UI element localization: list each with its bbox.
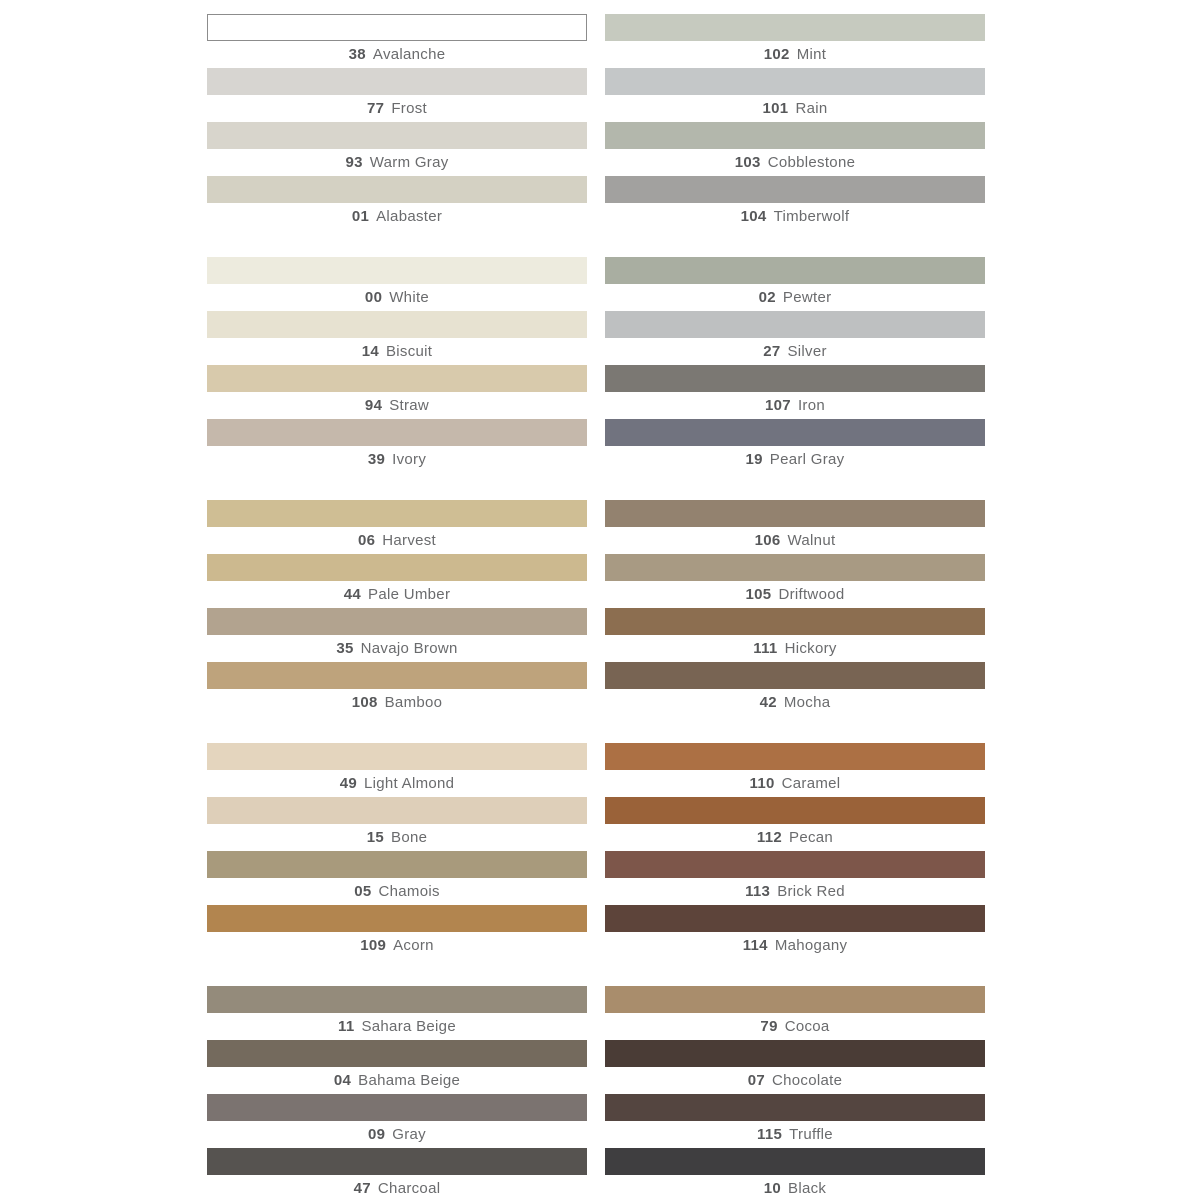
color-code: 105 (745, 586, 772, 603)
color-code: 00 (364, 289, 383, 306)
color-name: Straw (389, 397, 430, 414)
color-swatch (207, 1094, 587, 1121)
color-swatch-item (207, 797, 587, 851)
color-label (605, 446, 985, 473)
color-label (207, 581, 587, 608)
swatch-group (207, 14, 587, 230)
color-swatch (605, 311, 985, 338)
color-swatch (207, 500, 587, 527)
color-label (207, 1013, 587, 1040)
color-swatch-item (605, 554, 985, 608)
swatch-group (605, 14, 985, 230)
color-name: Light Almond (363, 775, 455, 792)
color-swatch-item (605, 365, 985, 419)
color-label (605, 95, 985, 122)
color-name: Mocha (783, 694, 831, 711)
color-swatch (605, 851, 985, 878)
color-label (605, 1067, 985, 1094)
color-swatch-item (605, 176, 985, 230)
color-name: Pale Umber (368, 586, 451, 603)
color-swatch-item (207, 1148, 587, 1202)
color-swatch (207, 419, 587, 446)
color-swatch (605, 554, 985, 581)
color-swatch-item (605, 122, 985, 176)
color-swatch-item (207, 68, 587, 122)
color-name: Acorn (393, 937, 434, 954)
color-swatch-item (207, 743, 587, 797)
color-swatch-item (207, 311, 587, 365)
color-code: 35 (336, 640, 354, 657)
color-label (207, 203, 587, 230)
color-label (605, 1013, 985, 1040)
color-name: Cocoa (784, 1018, 830, 1035)
color-label (605, 689, 985, 716)
color-name: Bahama Beige (358, 1072, 461, 1089)
color-swatch (605, 986, 985, 1013)
color-code: 108 (351, 694, 378, 711)
color-code: 112 (756, 829, 783, 846)
color-swatch-item (605, 1148, 985, 1202)
swatch-group (207, 500, 587, 716)
color-name: Pewter (782, 289, 832, 306)
color-swatch-item (207, 905, 587, 959)
color-name: Warm Gray (369, 154, 449, 171)
swatch-group (605, 257, 985, 473)
color-swatch (605, 743, 985, 770)
color-code: 07 (747, 1072, 766, 1089)
color-code: 05 (354, 883, 372, 900)
color-code: 15 (366, 829, 385, 846)
color-code: 49 (339, 775, 357, 792)
color-swatch-item (605, 500, 985, 554)
color-swatch-item (207, 122, 587, 176)
color-swatch (605, 1040, 985, 1067)
color-code: 19 (745, 451, 763, 468)
color-swatch-item (207, 176, 587, 230)
color-swatch-item (605, 419, 985, 473)
color-label (207, 689, 587, 716)
color-code: 113 (745, 883, 771, 900)
color-name: Pearl Gray (769, 451, 845, 468)
swatch-group (207, 986, 587, 1202)
swatch-group (605, 500, 985, 716)
color-name: Hickory (784, 640, 837, 657)
color-swatch (605, 257, 985, 284)
color-name: Alabaster (376, 208, 443, 225)
color-swatch (207, 176, 587, 203)
color-name: Rain (795, 100, 828, 117)
color-code: 111 (753, 640, 778, 657)
color-swatch-item (207, 554, 587, 608)
color-label (605, 203, 985, 230)
color-code: 06 (357, 532, 376, 549)
color-label (605, 932, 985, 959)
grout-color-chart (207, 14, 985, 1202)
color-swatch-item (605, 311, 985, 365)
color-code: 44 (343, 586, 362, 603)
color-code: 79 (760, 1018, 778, 1035)
color-code: 115 (757, 1126, 783, 1143)
color-swatch (605, 608, 985, 635)
color-code: 09 (367, 1126, 386, 1143)
color-swatch (207, 1148, 587, 1175)
color-label (207, 878, 587, 905)
color-swatch (207, 122, 587, 149)
color-label (207, 338, 587, 365)
color-swatch-item (207, 419, 587, 473)
color-code: 109 (360, 937, 387, 954)
color-swatch-item (207, 257, 587, 311)
color-code: 01 (351, 208, 370, 225)
color-swatch (605, 365, 985, 392)
color-name: Gray (392, 1126, 426, 1143)
swatch-group (207, 257, 587, 473)
color-label (207, 1175, 587, 1202)
color-name: Caramel (781, 775, 841, 792)
color-code: 42 (759, 694, 777, 711)
color-swatch-item (207, 1094, 587, 1148)
color-code: 47 (353, 1180, 371, 1197)
color-swatch-item (207, 500, 587, 554)
color-swatch (207, 257, 587, 284)
color-swatch (207, 554, 587, 581)
color-name: Brick Red (777, 883, 845, 900)
color-swatch (207, 68, 587, 95)
color-name: Bone (391, 829, 428, 846)
color-label (605, 338, 985, 365)
color-swatch (207, 662, 587, 689)
color-name: Navajo Brown (360, 640, 458, 657)
color-swatch-item (605, 905, 985, 959)
color-name: Mint (796, 46, 827, 63)
color-name: Chocolate (772, 1072, 843, 1089)
color-label (605, 41, 985, 68)
color-label (605, 770, 985, 797)
color-swatch (207, 311, 587, 338)
color-column-right (605, 14, 985, 1202)
color-swatch-item (605, 1094, 985, 1148)
color-label (207, 1067, 587, 1094)
color-code: 110 (749, 775, 775, 792)
color-swatch (605, 176, 985, 203)
color-swatch (207, 851, 587, 878)
color-swatch (605, 68, 985, 95)
color-name: Walnut (787, 532, 836, 549)
color-swatch (605, 797, 985, 824)
color-name: White (389, 289, 430, 306)
color-swatch (207, 743, 587, 770)
color-swatch-item (207, 14, 587, 68)
color-name: Driftwood (778, 586, 845, 603)
color-label (605, 527, 985, 554)
color-label (207, 284, 587, 311)
color-name: Bamboo (384, 694, 443, 711)
color-swatch-item (207, 1040, 587, 1094)
color-label (207, 149, 587, 176)
color-swatch (605, 500, 985, 527)
color-column-left (207, 14, 587, 1202)
color-name: Mahogany (774, 937, 848, 954)
color-swatch-item (605, 68, 985, 122)
color-label (605, 284, 985, 311)
color-label (605, 149, 985, 176)
color-code: 102 (763, 46, 790, 63)
color-swatch-item (207, 365, 587, 419)
color-name: Truffle (789, 1126, 833, 1143)
color-swatch (207, 1040, 587, 1067)
color-name: Ivory (392, 451, 427, 468)
color-swatch (207, 14, 587, 41)
color-name: Pecan (789, 829, 834, 846)
color-swatch-item (605, 743, 985, 797)
color-label (207, 1121, 587, 1148)
color-name: Harvest (382, 532, 437, 549)
color-code: 11 (338, 1018, 355, 1035)
color-code: 101 (762, 100, 789, 117)
color-swatch-item (605, 608, 985, 662)
color-code: 27 (763, 343, 781, 360)
color-swatch-item (605, 797, 985, 851)
color-code: 93 (345, 154, 363, 171)
swatch-group (605, 743, 985, 959)
color-code: 38 (348, 46, 366, 63)
color-label (207, 446, 587, 473)
color-swatch (605, 122, 985, 149)
color-swatch-item (605, 662, 985, 716)
color-name: Sahara Beige (361, 1018, 456, 1035)
color-label (605, 1175, 985, 1202)
color-label (605, 878, 985, 905)
color-swatch-item (207, 662, 587, 716)
color-code: 10 (763, 1180, 782, 1197)
color-label (207, 932, 587, 959)
color-label (605, 581, 985, 608)
color-label (605, 1121, 985, 1148)
color-swatch (207, 905, 587, 932)
color-swatch-item (207, 986, 587, 1040)
color-swatch-item (207, 608, 587, 662)
color-swatch (605, 1094, 985, 1121)
color-swatch (605, 1148, 985, 1175)
color-label (207, 635, 587, 662)
color-label (207, 527, 587, 554)
color-label (207, 392, 587, 419)
color-code: 94 (364, 397, 383, 414)
color-name: Biscuit (386, 343, 433, 360)
color-swatch-item (605, 851, 985, 905)
color-name: Iron (797, 397, 825, 414)
color-code: 39 (367, 451, 386, 468)
color-swatch (605, 419, 985, 446)
color-code: 02 (758, 289, 776, 306)
color-name: Charcoal (377, 1180, 441, 1197)
color-code: 77 (367, 100, 385, 117)
color-name: Silver (787, 343, 827, 360)
color-label (207, 95, 587, 122)
color-label (207, 41, 587, 68)
color-code: 104 (740, 208, 767, 225)
color-code: 103 (734, 154, 761, 171)
color-label (605, 392, 985, 419)
color-label (605, 635, 985, 662)
color-code: 114 (742, 937, 768, 954)
color-swatch-item (605, 1040, 985, 1094)
color-swatch-item (605, 257, 985, 311)
color-name: Timberwolf (773, 208, 850, 225)
color-code: 04 (333, 1072, 352, 1089)
color-swatch (207, 797, 587, 824)
color-swatch-item (207, 851, 587, 905)
color-code: 107 (765, 397, 791, 414)
color-name: Black (788, 1180, 827, 1197)
color-label (605, 824, 985, 851)
color-swatch (207, 608, 587, 635)
color-name: Chamois (378, 883, 440, 900)
color-swatch (207, 986, 587, 1013)
color-swatch-item (605, 986, 985, 1040)
color-swatch (605, 905, 985, 932)
color-swatch-item (605, 14, 985, 68)
swatch-group (207, 743, 587, 959)
color-swatch (605, 662, 985, 689)
color-name: Frost (391, 100, 427, 117)
color-label (207, 824, 587, 851)
color-code: 14 (361, 343, 379, 360)
color-label (207, 770, 587, 797)
color-swatch (207, 365, 587, 392)
color-name: Avalanche (372, 46, 446, 63)
swatch-group (605, 986, 985, 1202)
color-name: Cobblestone (767, 154, 856, 171)
color-swatch (605, 14, 985, 41)
color-code: 106 (754, 532, 781, 549)
